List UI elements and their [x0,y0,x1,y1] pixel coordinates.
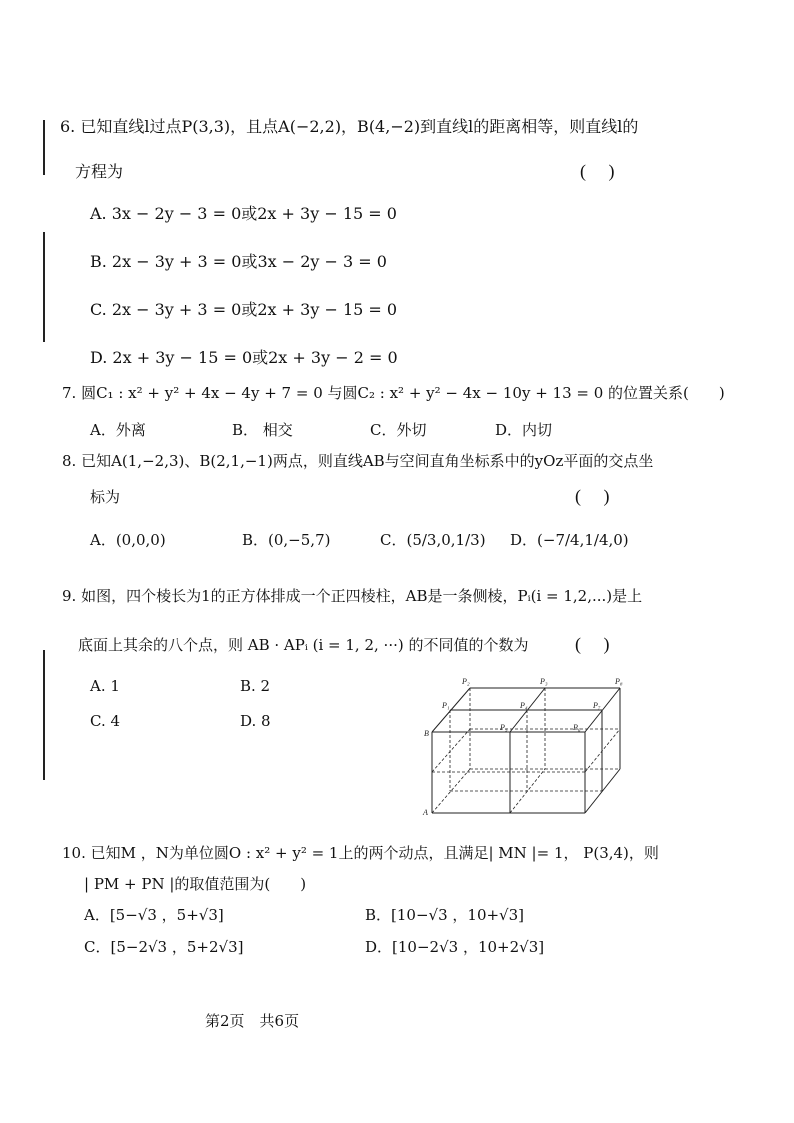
q10-stem-cont: | PM + PN |的取值范围为( ) [84,875,307,893]
q9-option-b: B. 2 [240,677,271,695]
q8-stem: 8. 已知A(1,−2,3)、B(2,1,−1)两点，则直线AB与空间直角坐标系中的yOz平面的交点坐 [62,452,654,470]
q10-option-c: C．[5−2√3 ，5+2√3] [84,938,244,956]
q9-answer-paren: ( ) [575,634,610,654]
label-p6: P₆ [573,723,581,732]
q6-stem-cont: 方程为 [75,162,124,181]
q6-option-a: A. 3x − 2y − 3 = 0或2x + 3y − 15 = 0 [90,204,397,223]
q9-cuboid-figure [420,675,630,815]
label-p1: P₁ [442,701,450,710]
margin-mark [43,120,45,175]
q7-stem: 7. 圆C₁ : x² + y² + 4x − 4y + 7 = 0 与圆C₂ : x² + y² − 4x − 10y + 13 = 0 的位置关系( ) [62,384,725,402]
label-p8: P₈ [615,677,623,686]
q9-option-a: A. 1 [90,677,120,695]
label-p7: P₇ [593,701,601,710]
q9-stem-cont: 底面上其余的八个点，则 AB · APᵢ (i = 1, 2, ···) 的不同值的个数为 [78,636,529,654]
q8-option-a: A．(0,0,0) [90,531,166,549]
q8-option-b: B．(0,−5,7) [242,531,331,549]
label-p2: P₂ [462,677,470,686]
q6-stem: 6. 已知直线l过点P(3,3)，且点A(−2,2)，B(4,−2)到直线l的距离相等，则直线l的 [60,117,639,136]
q10-stem: 10. 已知M ，N为单位圆O : x² + y² = 1上的两个动点，且满足| MN |= 1， P(3,4)，则 [62,844,659,862]
q10-option-a: A．[5−√3 ，5+√3] [84,906,224,924]
margin-mark [43,232,45,342]
q10-option-d: D．[10−2√3 ，10+2√3] [365,938,545,956]
q9-option-d: D. 8 [240,712,271,730]
q8-answer-paren: ( ) [575,486,610,506]
q7-option-b: B． 相交 [232,421,293,439]
label-p5: P₅ [500,723,508,732]
label-p4: P₄ [520,701,528,710]
q6-option-c: C. 2x − 3y + 3 = 0或2x + 3y − 15 = 0 [90,300,398,319]
label-b: B [424,729,429,738]
q6-option-d: D. 2x + 3y − 15 = 0或2x + 3y − 2 = 0 [90,348,398,367]
q8-option-d: D．(−7/4,1/4,0) [510,531,629,549]
q8-option-c: C．(5/3,0,1/3) [380,531,486,549]
q9-option-c: C. 4 [90,712,121,730]
q7-option-d: D．内切 [495,421,553,439]
margin-mark [43,650,45,780]
q7-option-a: A．外离 [90,421,146,439]
q6-answer-paren: ( ) [580,161,615,181]
q9-stem: 9. 如图，四个棱长为1的正方体排成一个正四棱柱，AB是一条侧棱，Pᵢ(i = 1,2,...)是上 [62,587,643,605]
q10-option-b: B．[10−√3 ，10+√3] [365,906,525,924]
page-footer: 第2页 共6页 [205,1012,300,1030]
q8-stem-cont: 标为 [90,488,121,506]
label-a: A [423,808,428,815]
label-p3: P₃ [540,677,548,686]
q6-option-b: B. 2x − 3y + 3 = 0或3x − 2y − 3 = 0 [90,252,387,271]
q7-option-c: C．外切 [370,421,427,439]
